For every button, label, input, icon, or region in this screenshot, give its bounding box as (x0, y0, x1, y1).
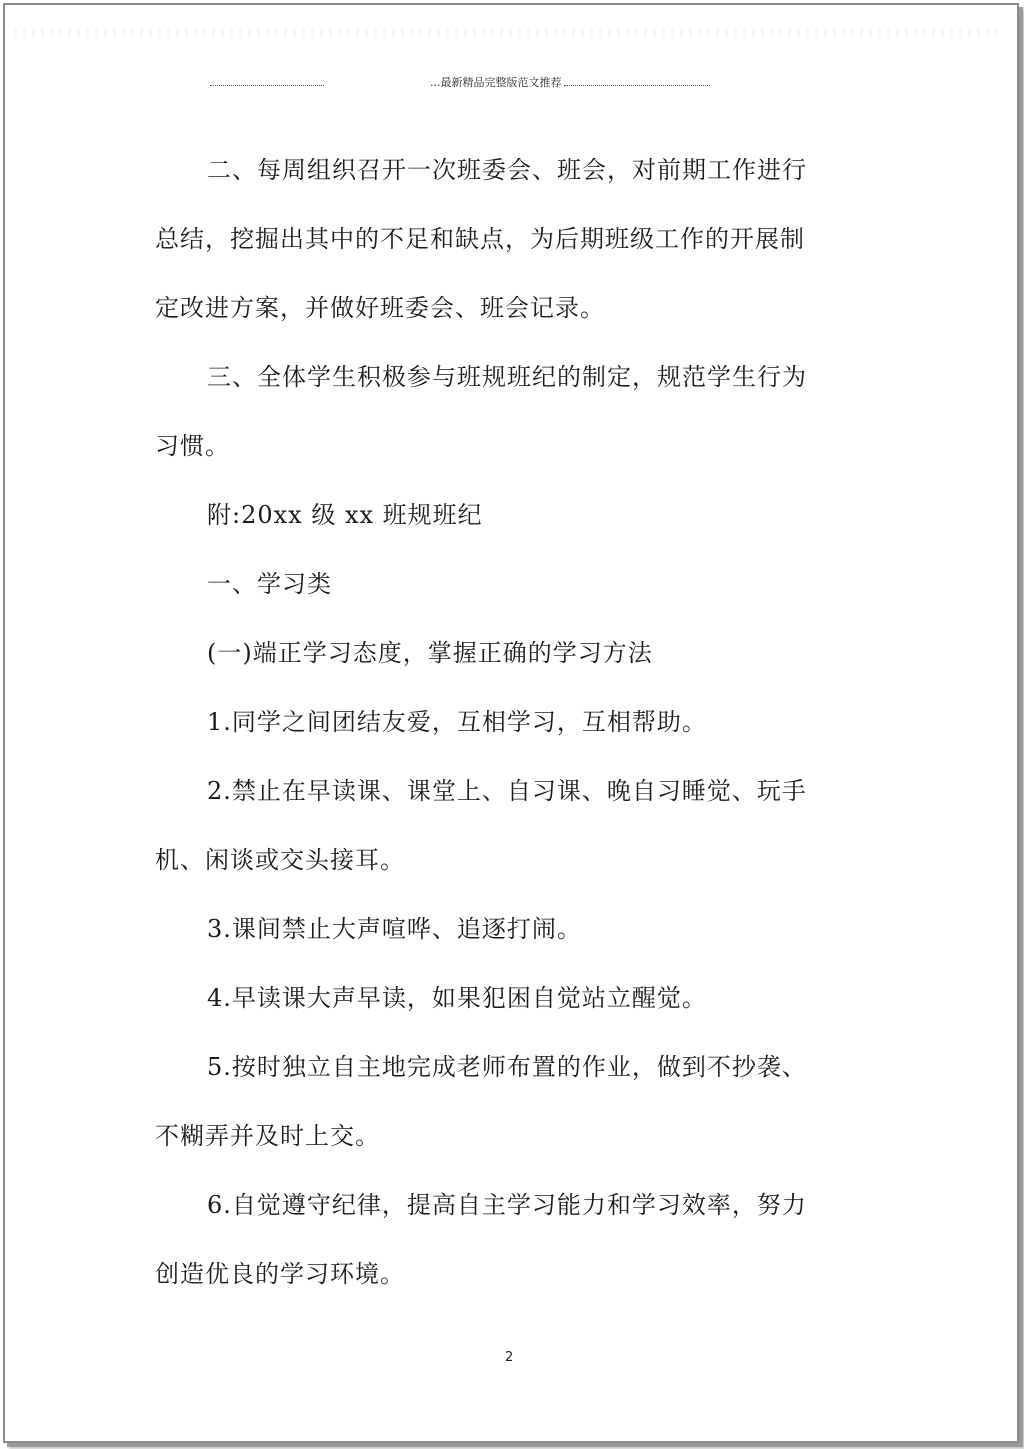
list-item: 1.同学之间团结友爱，互相学习，互相帮助。 (207, 708, 707, 736)
paragraph-line: 总结，挖掘出其中的不足和缺点，为后期班级工作的开展制 (155, 225, 805, 253)
list-item: 6.自觉遵守纪律，提高自主学习能力和学习效率，努力 (207, 1191, 807, 1219)
section-heading: 一、学习类 (207, 570, 332, 598)
list-item-continuation: 机、闲谈或交头接耳。 (155, 846, 405, 874)
running-header (210, 74, 710, 90)
appendix-heading: 附:20xx 级 xx 班规班纪 (207, 501, 483, 529)
document-body (155, 146, 815, 1319)
list-item-continuation: 不糊弄并及时上交。 (155, 1122, 380, 1150)
list-item: 3.课间禁止大声喧哗、追逐打闹。 (207, 915, 582, 943)
list-item: 5.按时独立自主地完成老师布置的作业，做到不抄袭、 (207, 1053, 807, 1081)
subsection-heading: (一)端正学习态度，掌握正确的学习方法 (207, 639, 653, 667)
list-item: 2.禁止在早读课、课堂上、自习课、晚自习睡觉、玩手 (207, 777, 807, 805)
header-dotted-rule-right (564, 78, 711, 86)
list-item-continuation: 创造优良的学习环境。 (155, 1260, 405, 1288)
paragraph-line: 二、每周组织召开一次班委会、班会，对前期工作进行 (207, 156, 807, 184)
list-item: 4.早读课大声早读，如果犯困自觉站立醒觉。 (207, 984, 707, 1012)
header-title: ...最新精品完整版范文推荐 (430, 76, 562, 89)
paragraph-line: 三、全体学生积极参与班规班纪的制定，规范学生行为 (207, 363, 807, 391)
paragraph-line: 习惯。 (155, 432, 230, 460)
paragraph-line: 定改进方案，并做好班委会、班会记录。 (155, 294, 605, 322)
header-dotted-rule-left (210, 78, 324, 86)
scan-noise-strip (14, 28, 1004, 38)
page-number: 2 (505, 1350, 514, 1365)
